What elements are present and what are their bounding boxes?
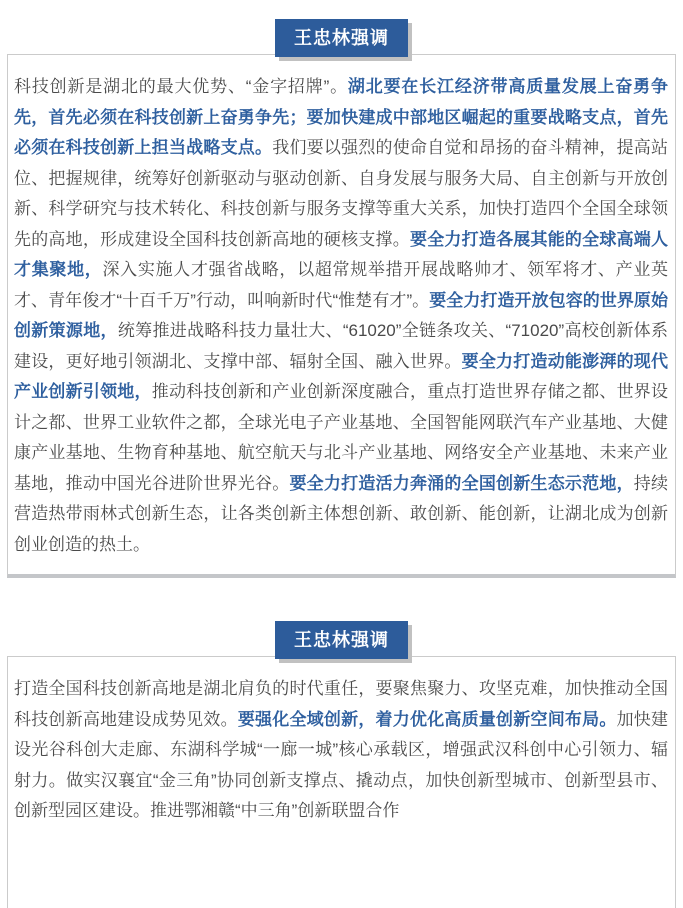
emphasized-text: 要全力打造各展其能的全球高端人才集聚地， [14, 229, 669, 279]
body-text: 我们要以强烈的使命自觉和昂扬的奋斗精神，提高站位、把握规律，统筹好创新驱动与驱动创新、自身发展与服务大局、自主创新与开放创新、科学研究与技术转化、科技创新与服务支撑等重大关系，加快打造四个全国全球领先的高地，形成建设全国科技创新高地的硬核支撑。 [14, 138, 669, 249]
quote-paragraph [14, 674, 668, 827]
emphasized-text: 要强化全域创新，着力优化高质量创新空间布局。 [237, 709, 617, 729]
speaker-badge: 王忠林强调 [275, 19, 408, 57]
quote-paragraph [14, 72, 668, 560]
body-text: 统筹推进战略科技力量壮大、“61020”全链条攻关、“71020”高校创新体系建设，更好地引领湖北、支撑中部、辐射全国、融入世界。 [14, 321, 668, 371]
body-text: 深入实施人才强省战略，以超常规举措开展战略帅才、领军将才、产业英才、青年俊才“十百千万”行动，叫响新时代“惟楚有才”。 [14, 260, 669, 310]
quote-box [7, 54, 676, 578]
badge-row [0, 621, 683, 659]
emphasized-text: 要全力打造开放包容的世界原始创新策源地， [14, 290, 668, 340]
emphasized-text: 湖北要在长江经济带高质量发展上奋勇争先，首先必须在科技创新上奋勇争先；要加快建成中部地区崛起的重要战略支点，首先必须在科技创新上担当战略支点。 [14, 77, 668, 157]
body-text: 科技创新是湖北的最大优势、“金字招牌”。 [14, 77, 348, 96]
emphasized-text: 要全力打造动能澎湃的现代产业创新引领地， [14, 351, 669, 401]
quote-box [7, 656, 676, 908]
body-text: 推动科技创新和产业创新深度融合，重点打造世界存储之都、世界设计之都、世界工业软件之都，全球光电子产业基地、全国智能网联汽车产业基地、大健康产业基地、生物育种基地、航空航天与北斗产业基地、网络安全产业基地、未来产业基地，推动中国光谷进阶世界光谷。 [14, 382, 669, 493]
emphasized-text: 要全力打造活力奔涌的全国创新生态示范地， [289, 473, 634, 493]
body-text: 持续营造热带雨林式创新生态，让各类创新主体想创新、敢创新、能创新，让湖北成为创新创业创造的热土。 [14, 473, 669, 554]
speaker-badge: 王忠林强调 [275, 621, 408, 659]
body-text: 加快建设光谷科创大走廊、东湖科学城“一廊一城”核心承载区，增强武汉科创中心引领力、辐射力。做实汉襄宜“金三角”协同创新支撑点、撬动点，加快创新型城市、创新型县市、创新型园区建设。推进鄂湘赣“中三角”创新联盟合作 [14, 709, 669, 820]
badge-row [0, 19, 683, 57]
body-text: 打造全国科技创新高地是湖北肩负的时代重任，要聚焦聚力、攻坚克难，加快推动全国科技创新高地建设成势见效。 [14, 679, 668, 729]
